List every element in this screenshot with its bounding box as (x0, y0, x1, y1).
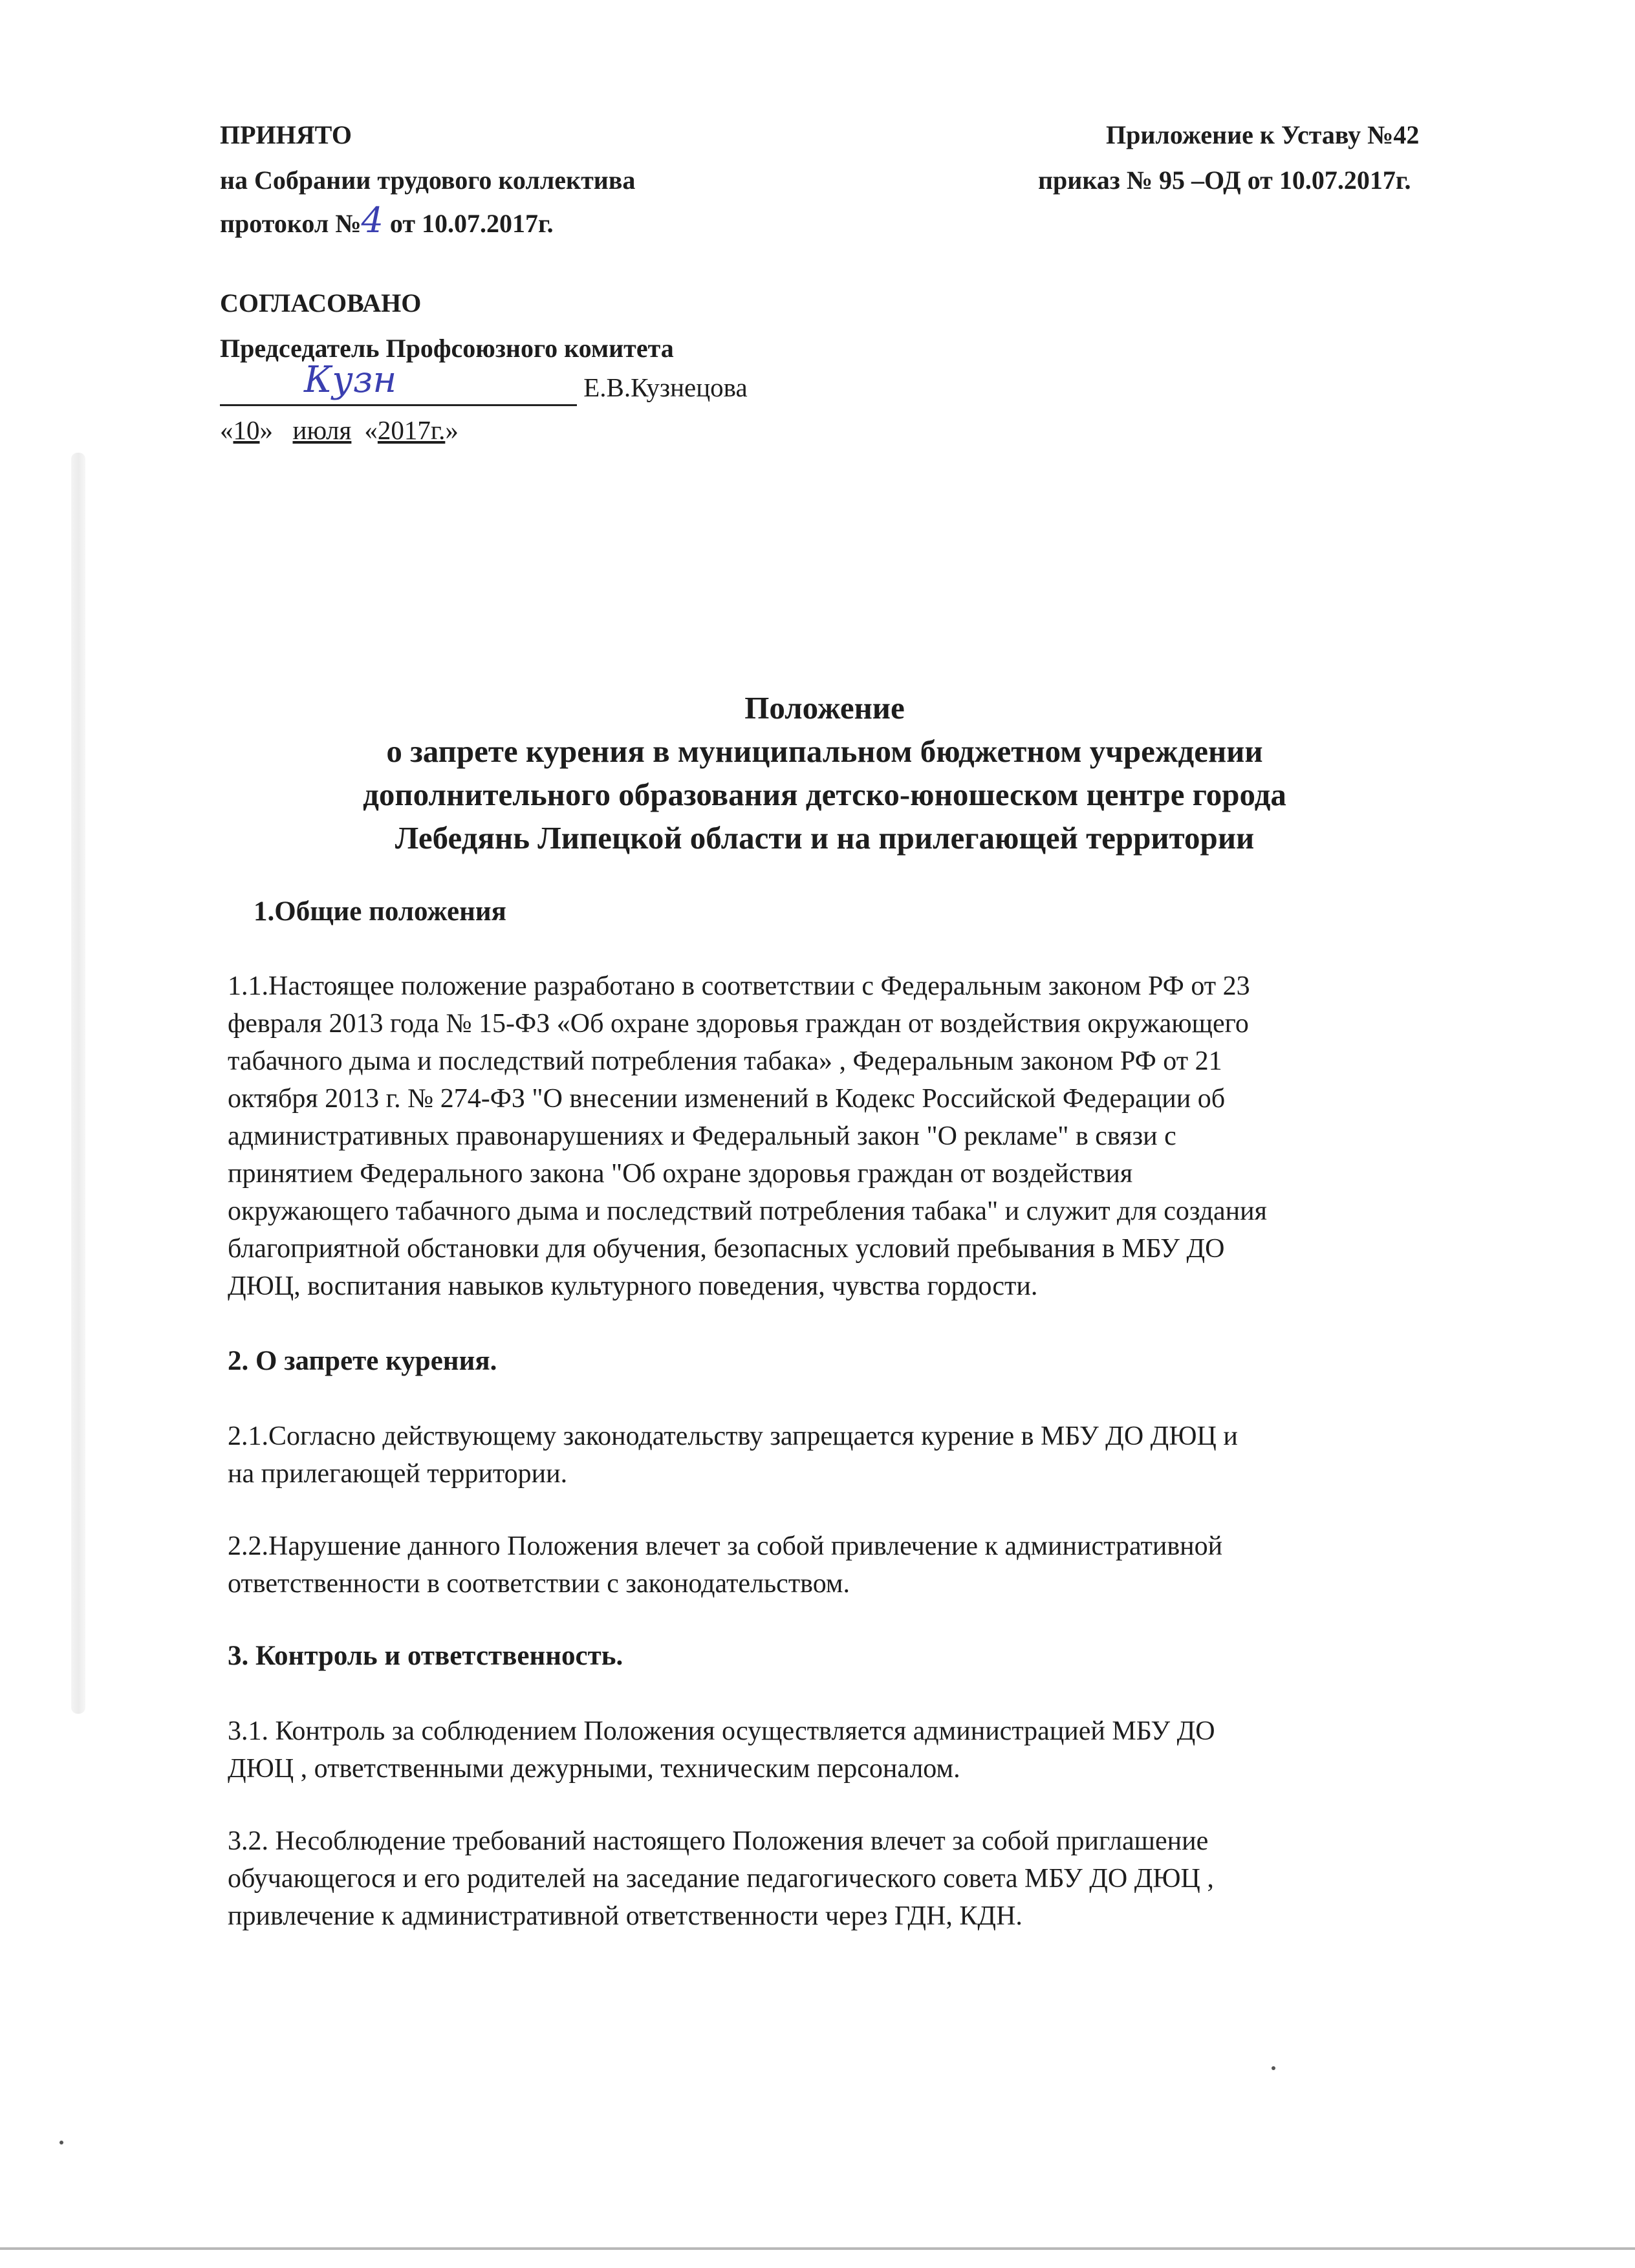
paper-fold-shadow (71, 453, 85, 1714)
approval-date (220, 411, 459, 449)
document-title: Положение (744, 690, 905, 726)
accepted-line2: на Собрании трудового коллектива (220, 166, 636, 195)
protocol-prefix: протокол № (220, 209, 362, 238)
date-year-quote-open: « (364, 415, 378, 445)
protocol-suffix: от 10.07.2017г. (383, 209, 554, 238)
handwritten-signature: Кузн (304, 359, 397, 401)
accepted-title: ПРИНЯТО (220, 120, 352, 149)
text-line: 3.1. Контроль за соблюдением Положения осуществляется администрацией МБУ ДО (228, 1716, 1215, 1746)
scan-speck (1272, 2066, 1275, 2070)
text-line: ДЮЦ , ответственными дежурными, техническим персоналом. (228, 1754, 960, 1784)
text-line: окружающего табачного дыма и последствий потребления табака" и служит для создания (228, 1196, 1267, 1226)
scan-edge-line (0, 2247, 1635, 2250)
text-line: обучающегося и его родителей на заседание педагогического совета МБУ ДО ДЮЦ , (228, 1864, 1214, 1894)
signature-field (220, 359, 577, 406)
protocol-line (220, 202, 554, 243)
paragraph-1-1 (228, 967, 1267, 1305)
date-year-quote-close: » (445, 415, 459, 445)
text-line: на прилегающей территории. (228, 1459, 568, 1489)
title-line-4: Лебедянь Липецкой области и на прилегающей территории (395, 820, 1255, 856)
text-line: ответственности в соответствии с законодательством. (228, 1569, 850, 1599)
text-line: 1.1.Настоящее положение разработано в соответствии с Федеральным законом РФ от 23 (228, 971, 1250, 1001)
order-line: приказ № 95 –ОД от 10.07.2017г. (1038, 166, 1411, 195)
paragraph-2-2 (228, 1528, 1222, 1603)
date-year: 2017г. (377, 415, 446, 445)
signer-name: Е.В.Кузнецова (583, 373, 748, 402)
text-line: февраля 2013 года № 15-ФЗ «Об охране здоровья граждан от воздействия окружающего (228, 1009, 1249, 1039)
text-line: октября 2013 г. № 274-ФЗ "О внесении изменений в Кодекс Российской Федерации об (228, 1084, 1226, 1114)
paragraph-3-2 (228, 1822, 1214, 1935)
date-quote-close: » (259, 415, 273, 445)
title-line-3: дополнительного образования детско-юношеском центре города (363, 777, 1286, 812)
section-3-heading: 3. Контроль и ответственность. (228, 1641, 623, 1671)
text-line: благоприятной обстановки для обучения, безопасных условий пребывания в МБУ ДО (228, 1234, 1225, 1264)
text-line: привлечение к административной ответственности через ГДН, КДН. (228, 1901, 1023, 1931)
text-line: 2.2.Нарушение данного Положения влечет за собой привлечение к административной (228, 1531, 1223, 1561)
agreed-line2: Председатель Профсоюзного комитета (220, 334, 674, 363)
text-line: 2.1.Согласно действующему законодательству запрещается курение в МБУ ДО ДЮЦ и (228, 1421, 1238, 1451)
paragraph-2-1 (228, 1418, 1238, 1493)
date-month: июля (292, 415, 352, 445)
text-line: ДЮЦ, воспитания навыков культурного поведения, чувства гордости. (228, 1271, 1038, 1301)
signature-line (220, 359, 748, 406)
text-line: табачного дыма и последствий потребления табака» , Федеральным законом РФ от 21 (228, 1046, 1222, 1076)
section-1-heading: 1.Общие положения (254, 896, 506, 927)
section-2-heading: 2. О запрете курения. (228, 1346, 497, 1376)
appendix-line: Приложение к Уставу №42 (1106, 120, 1420, 149)
text-line: административных правонарушениях и Федеральный закон "О рекламе" в связи с (228, 1121, 1176, 1151)
agreed-title: СОГЛАСОВАНО (220, 288, 422, 318)
protocol-number-handwritten: 4 (361, 200, 384, 241)
title-line-2: о запрете курения в муниципальном бюджетном учреждении (386, 733, 1263, 769)
scan-speck (60, 2141, 63, 2144)
text-line: принятием Федерального закона "Об охране здоровья граждан от воздействия (228, 1159, 1133, 1189)
text-line: 3.2. Несоблюдение требований настоящего Положения влечет за собой приглашение (228, 1826, 1209, 1856)
date-quote-open: « (220, 415, 233, 445)
date-day: 10 (233, 415, 260, 445)
paragraph-3-1 (228, 1712, 1215, 1787)
